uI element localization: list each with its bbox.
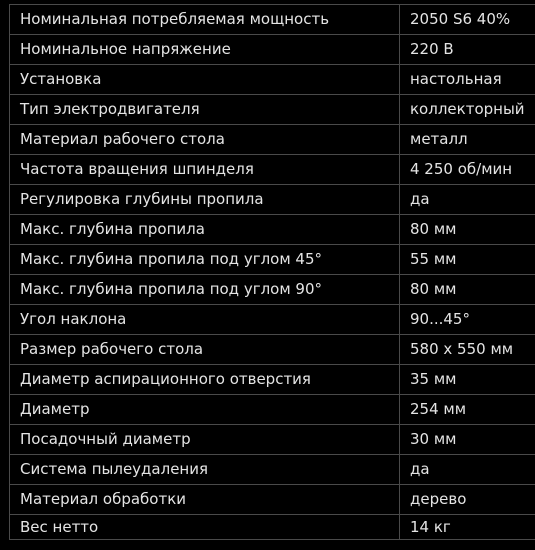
- param-name: Тип электродвигателя: [10, 95, 400, 125]
- table-row: [10, 95, 535, 125]
- table-row: [10, 125, 535, 155]
- table-row: [10, 185, 535, 215]
- param-value: 55 мм: [400, 245, 535, 275]
- param-value: металл: [400, 125, 535, 155]
- param-name: Макс. глубина пропила под углом 45°: [10, 245, 400, 275]
- param-name: Частота вращения шпинделя: [10, 155, 400, 185]
- table-row: [10, 215, 535, 245]
- param-value: да: [400, 185, 535, 215]
- param-value: 580 х 550 мм: [400, 335, 535, 365]
- table-row: [10, 455, 535, 485]
- table-row: [10, 335, 535, 365]
- param-name: Вес нетто: [10, 515, 400, 540]
- table-row: [10, 155, 535, 185]
- param-name: Материал обработки: [10, 485, 400, 515]
- param-value: коллекторный: [400, 95, 535, 125]
- spec-table-body: [10, 5, 535, 540]
- table-row: [10, 305, 535, 335]
- table-row: [10, 425, 535, 455]
- param-value: 35 мм: [400, 365, 535, 395]
- param-name: Номинальное напряжение: [10, 35, 400, 65]
- table-row: [10, 35, 535, 65]
- param-name: Диаметр аспирационного отверстия: [10, 365, 400, 395]
- table-row: [10, 65, 535, 95]
- param-name: Материал рабочего стола: [10, 125, 400, 155]
- param-value: 30 мм: [400, 425, 535, 455]
- param-name: Угол наклона: [10, 305, 400, 335]
- param-value: дерево: [400, 485, 535, 515]
- param-value: 2050 S6 40%: [400, 5, 535, 35]
- param-value: 80 мм: [400, 275, 535, 305]
- param-name: Установка: [10, 65, 400, 95]
- param-name: Макс. глубина пропила: [10, 215, 400, 245]
- param-name: Система пылеудаления: [10, 455, 400, 485]
- param-value: 80 мм: [400, 215, 535, 245]
- param-name: Диаметр: [10, 395, 400, 425]
- spec-table: [9, 4, 535, 540]
- param-value: 14 кг: [400, 515, 535, 540]
- table-row: [10, 515, 535, 540]
- table-row: [10, 275, 535, 305]
- param-name: Регулировка глубины пропила: [10, 185, 400, 215]
- table-row: [10, 485, 535, 515]
- table-row: [10, 395, 535, 425]
- param-value: 90...45°: [400, 305, 535, 335]
- table-row: [10, 365, 535, 395]
- param-name: Номинальная потребляемая мощность: [10, 5, 400, 35]
- param-name: Макс. глубина пропила под углом 90°: [10, 275, 400, 305]
- param-value: 220 В: [400, 35, 535, 65]
- table-row: [10, 5, 535, 35]
- param-name: Размер рабочего стола: [10, 335, 400, 365]
- param-name: Посадочный диаметр: [10, 425, 400, 455]
- param-value: 254 мм: [400, 395, 535, 425]
- param-value: 4 250 об/мин: [400, 155, 535, 185]
- param-value: настольная: [400, 65, 535, 95]
- param-value: да: [400, 455, 535, 485]
- table-row: [10, 245, 535, 275]
